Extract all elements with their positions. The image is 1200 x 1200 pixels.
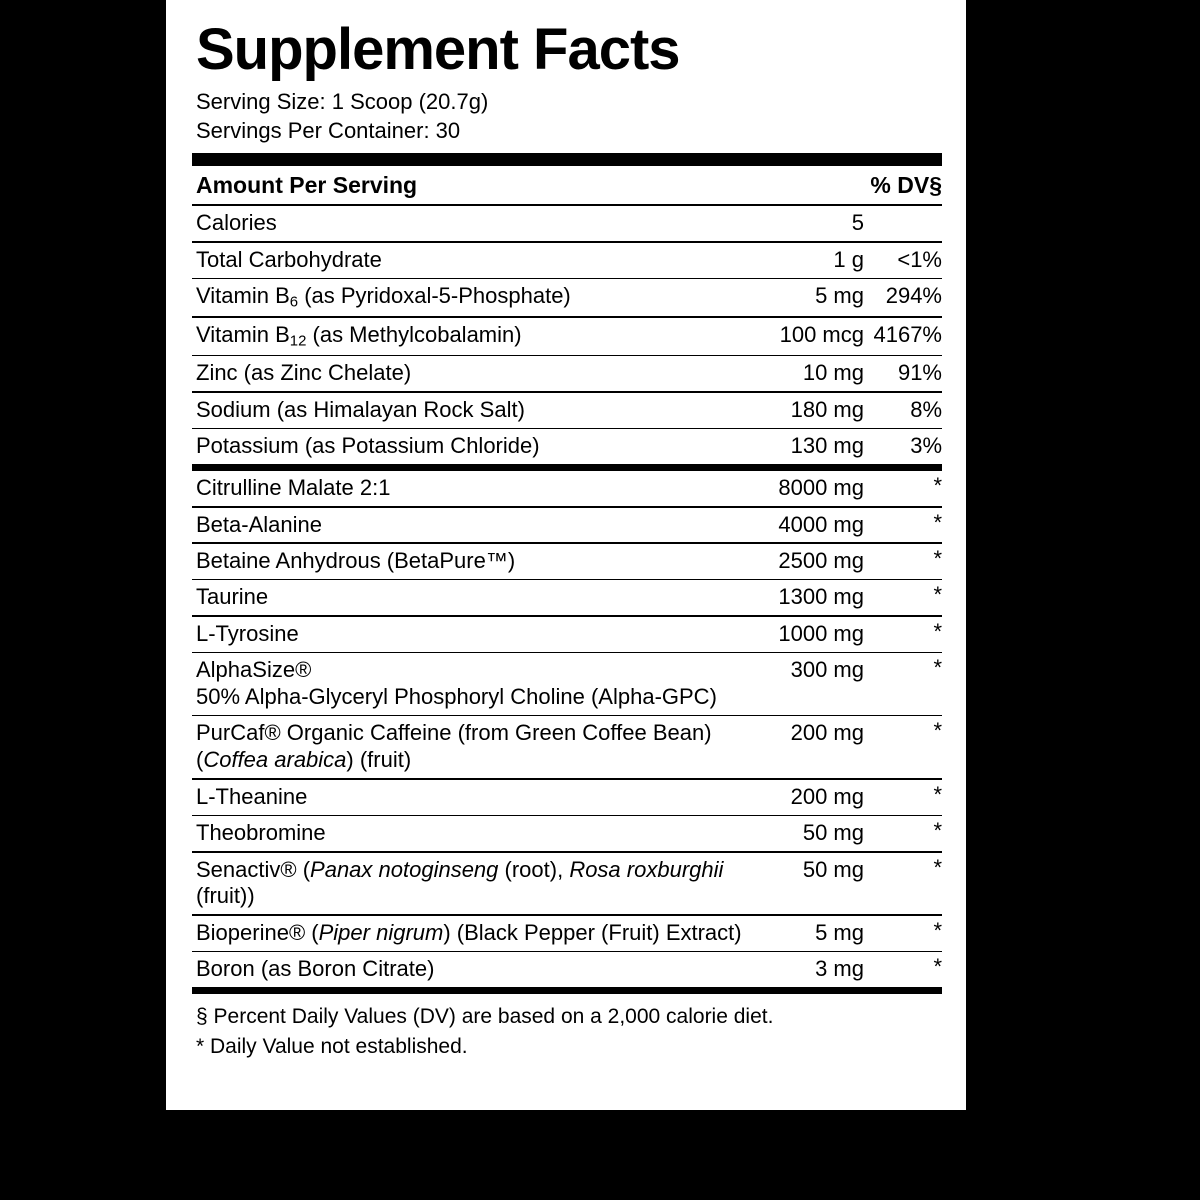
ingredient-amount: 300 mg bbox=[790, 657, 864, 683]
ingredient-name: Bioperine® (Piper nigrum) (Black Pepper (Fruit) Extract) bbox=[196, 919, 742, 945]
table-row bbox=[192, 952, 942, 987]
ingredient-name: Senactiv® (Panax notoginseng (root), Rosa roxburghii (fruit)) bbox=[196, 856, 724, 909]
ingredient-amount: 8000 mg bbox=[778, 475, 864, 501]
nutrient-dv: 8% bbox=[910, 396, 942, 422]
ingredient-dv: * bbox=[933, 655, 942, 681]
ingredient-name-line1: PurCaf® Organic Caffeine (from Green Coffee Bean) bbox=[196, 720, 712, 746]
table-row bbox=[192, 206, 942, 241]
ingredient-name: Boron (as Boron Citrate) bbox=[196, 956, 435, 982]
amount-per-serving-header: Amount Per Serving bbox=[196, 172, 418, 199]
nutrient-name: Potassium (as Potassium Chloride) bbox=[196, 433, 540, 459]
divider-thick-top bbox=[192, 153, 942, 166]
deco-bar-3 bbox=[1024, 1136, 1200, 1152]
nutrient-name: Vitamin $B_6$ (as Pyridoxal-5-Phosphate) bbox=[196, 283, 571, 312]
ingredient-name: Theobromine bbox=[196, 820, 326, 846]
ingredient-name: L-Theanine bbox=[196, 783, 308, 809]
ingredient-dv: * bbox=[933, 582, 942, 608]
table-row bbox=[192, 356, 942, 391]
nutrient-name: Sodium (as Himalayan Rock Salt) bbox=[196, 396, 525, 422]
ingredient-amount: 200 mg bbox=[790, 720, 864, 746]
ingredient-name-line2: (Coffea arabica) (fruit) bbox=[196, 747, 412, 773]
footnote-not-established: * Daily Value not established. bbox=[196, 1035, 468, 1059]
table-row bbox=[192, 653, 942, 715]
nutrient-amount: 100 mcg bbox=[779, 321, 864, 347]
footnotes bbox=[192, 1002, 942, 1063]
ingredient-dv: * bbox=[933, 818, 942, 844]
ingredient-dv: * bbox=[933, 509, 942, 535]
servings-per-container-text: Servings Per Container: 30 bbox=[196, 118, 461, 144]
table-header-row bbox=[192, 166, 942, 204]
ingredient-name: Betaine Anhydrous (BetaPure™) bbox=[196, 547, 516, 573]
table-row bbox=[192, 617, 942, 652]
table-row bbox=[192, 780, 942, 815]
ingredient-dv: * bbox=[933, 618, 942, 644]
table-row bbox=[192, 508, 942, 543]
table-row bbox=[192, 716, 942, 778]
table-row bbox=[192, 279, 942, 316]
nutrient-dv: 3% bbox=[910, 433, 942, 459]
ingredient-dv: * bbox=[933, 854, 942, 880]
nutrient-name: Zinc (as Zinc Chelate) bbox=[196, 360, 412, 386]
ingredient-name bbox=[192, 720, 772, 774]
nutrient-amount: 180 mg bbox=[790, 396, 864, 422]
ingredient-amount: 50 mg bbox=[802, 820, 864, 846]
table-row bbox=[192, 429, 942, 464]
ingredient-name-line2: 50% Alpha-Glyceryl Phosphoryl Choline (Alpha-GPC) bbox=[196, 684, 717, 710]
ingredient-amount: 200 mg bbox=[790, 783, 864, 809]
ingredient-dv: * bbox=[933, 917, 942, 943]
ingredient-amount: 5 mg bbox=[815, 919, 864, 945]
ingredient-name bbox=[192, 657, 772, 711]
table-row bbox=[192, 853, 942, 915]
table-row bbox=[192, 544, 942, 579]
table-row bbox=[192, 393, 942, 428]
table-row bbox=[192, 471, 942, 506]
ingredient-name: Taurine bbox=[196, 584, 269, 610]
nutrient-name: Total Carbohydrate bbox=[196, 246, 382, 272]
deco-bar-4 bbox=[176, 1170, 206, 1200]
percent-dv-header: % DV§ bbox=[870, 172, 942, 199]
ingredient-amount: 3 mg bbox=[815, 956, 864, 982]
nutrient-name: Vitamin $B_{12}$ (as Methylcobalamin) bbox=[196, 321, 522, 350]
ingredient-dv: * bbox=[933, 473, 942, 499]
nutrient-amount: 130 mg bbox=[790, 433, 864, 459]
table-row bbox=[192, 580, 942, 615]
ingredient-amount: 1000 mg bbox=[778, 620, 864, 646]
ingredient-amount: 1300 mg bbox=[778, 584, 864, 610]
supplement-facts-panel bbox=[166, 0, 966, 1110]
table-row bbox=[192, 243, 942, 278]
nutrient-dv: 91% bbox=[897, 360, 942, 386]
nutrient-dv: <1% bbox=[897, 246, 942, 272]
serving-size-text: Serving Size: 1 Scoop (20.7g) bbox=[196, 88, 489, 114]
table-row bbox=[192, 816, 942, 851]
nutrient-amount: 5 mg bbox=[815, 283, 864, 309]
ingredient-name-line1: AlphaSize® bbox=[196, 657, 312, 683]
table-row bbox=[192, 916, 942, 951]
page-title: Supplement Facts bbox=[196, 17, 680, 82]
nutrient-name: Calories bbox=[196, 210, 277, 236]
table-row bbox=[192, 318, 942, 355]
nutrient-dv: 294% bbox=[885, 283, 942, 309]
ingredient-name: L-Tyrosine bbox=[196, 620, 299, 646]
deco-bar-1 bbox=[176, 1118, 264, 1134]
deco-bar-2 bbox=[176, 1144, 250, 1160]
ingredient-amount: 2500 mg bbox=[778, 547, 864, 573]
ingredient-dv: * bbox=[933, 954, 942, 980]
ingredient-amount: 4000 mg bbox=[778, 511, 864, 537]
nutrient-amount: 10 mg bbox=[802, 360, 864, 386]
nutrient-amount: 5 bbox=[851, 210, 864, 236]
divider-medium-bottom bbox=[192, 987, 942, 994]
footnote-daily-values: § Percent Daily Values (DV) are based on a 2,000 calorie diet. bbox=[196, 1005, 774, 1029]
ingredient-dv: * bbox=[933, 545, 942, 571]
ingredient-name: Citrulline Malate 2:1 bbox=[196, 475, 391, 501]
ingredient-name: Beta-Alanine bbox=[196, 511, 322, 537]
nutrient-amount: 1 g bbox=[833, 246, 864, 272]
ingredient-dv: * bbox=[933, 718, 942, 744]
ingredient-amount: 50 mg bbox=[802, 856, 864, 882]
ingredient-dv: * bbox=[933, 781, 942, 807]
divider-medium-mid bbox=[192, 464, 942, 471]
nutrient-dv: 4167% bbox=[873, 321, 942, 347]
